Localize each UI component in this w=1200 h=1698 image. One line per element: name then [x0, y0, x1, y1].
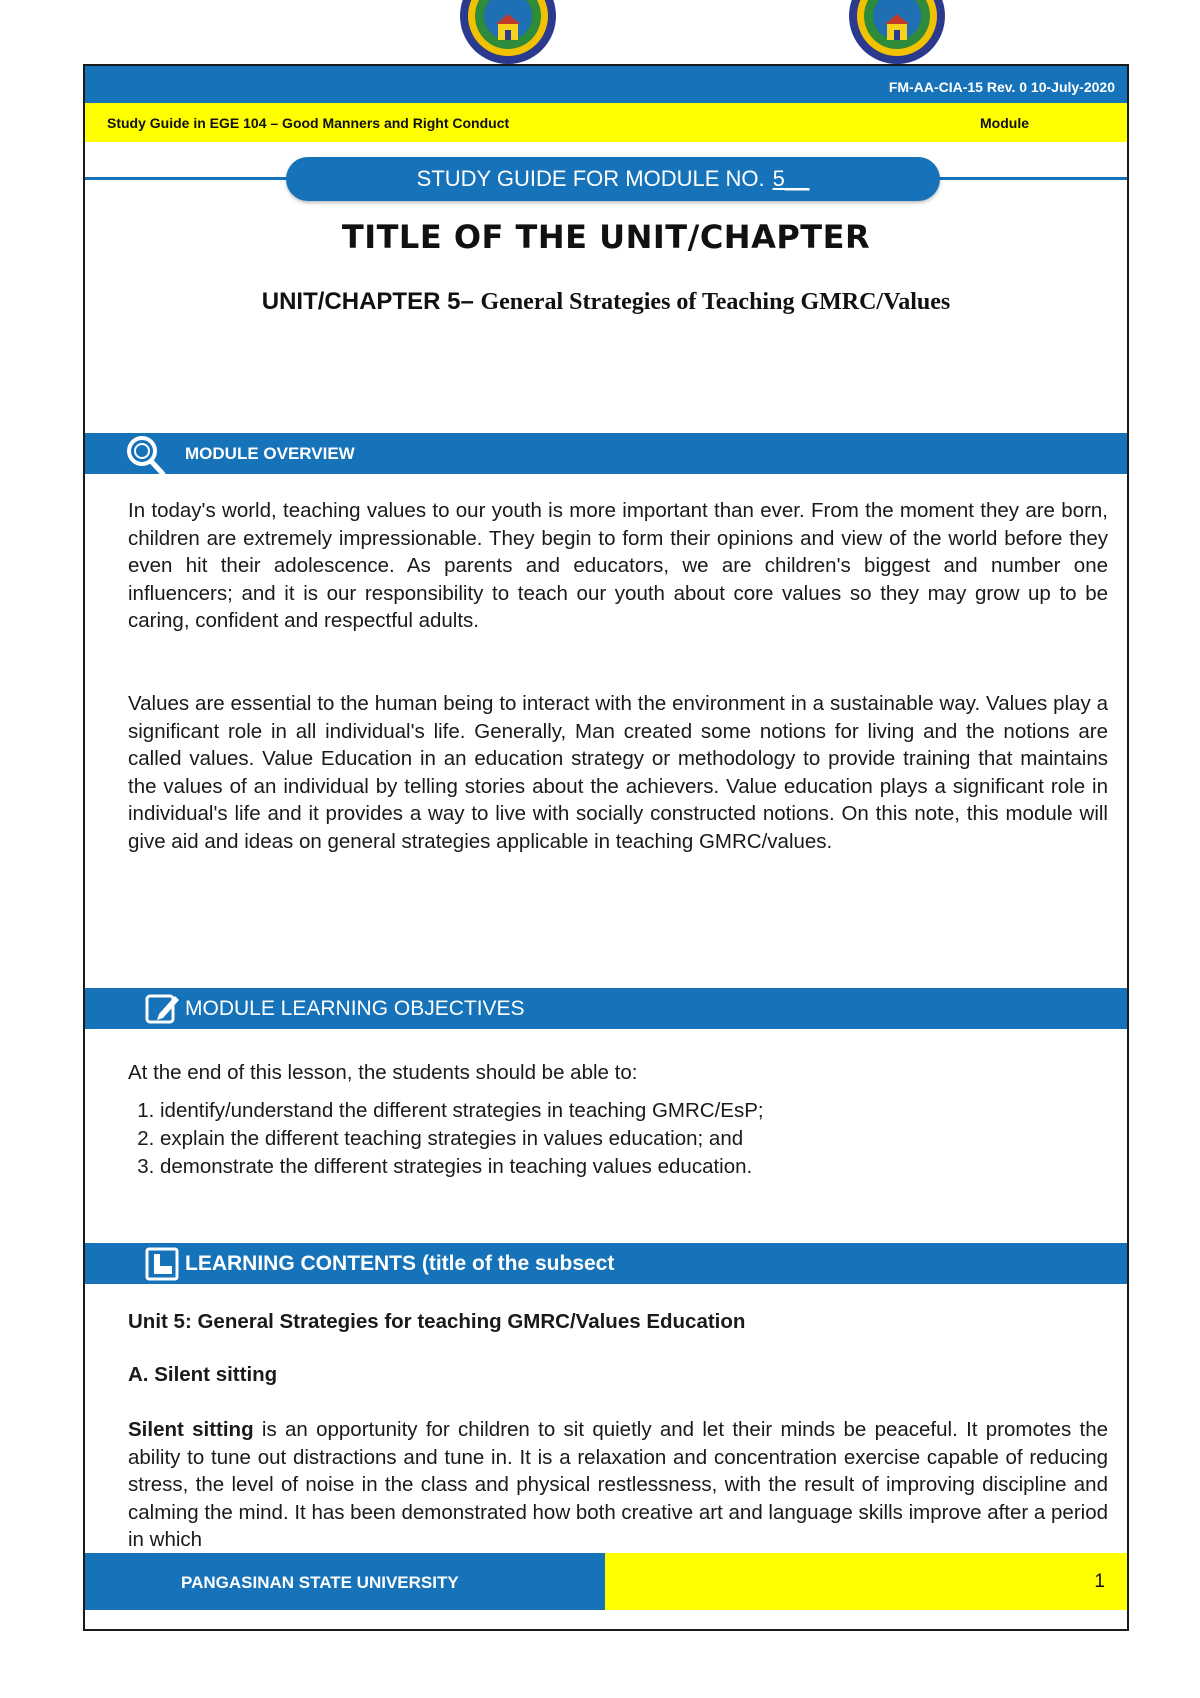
university-seal-left	[458, 0, 558, 66]
study-guide-label: STUDY GUIDE FOR MODULE NO.	[416, 166, 765, 191]
footer-university	[85, 1553, 605, 1610]
page-title: TITLE OF THE UNIT/CHAPTER	[341, 218, 871, 256]
unit-name: General Strategies of Teaching GMRC/Values	[480, 289, 951, 315]
unit-prefix: UNIT/CHAPTER 5–	[261, 288, 474, 315]
objectives-list	[128, 1097, 764, 1181]
term-silent-sitting: Silent sitting	[128, 1418, 254, 1441]
university-seal-right	[847, 0, 947, 66]
objective-item: 1. identify/understand the different strategies in teaching GMRC/EsP;	[160, 1097, 764, 1125]
module-label: Module	[980, 115, 1029, 131]
section-label: MODULE LEARNING OBJECTIVES	[185, 997, 525, 1020]
header-bar	[85, 66, 1127, 103]
university-seal-icon	[847, 0, 947, 66]
document-icon	[145, 1247, 179, 1281]
subheading: A. Silent sitting	[128, 1363, 278, 1386]
section-overview-header	[85, 433, 1127, 474]
paragraph-text: is an opportunity for children to sit quietly and let their minds be peaceful. It promotes the ability to tune out distractions and tune in. It is a relaxation and concentration exercise capable of reducing stress, the level of noise in the class and physical restlessness, with the result of improving discipline and calming the mind. It has been demonstrated how both creative art and language skills improve after a period in which	[128, 1418, 1108, 1552]
objective-item: 3. demonstrate the different strategies in teaching values education.	[160, 1153, 764, 1181]
course-bar	[85, 103, 1127, 142]
footer-page	[605, 1553, 1127, 1610]
guide-title: Study Guide in EGE 104 – Good Manners and Right Conduct	[107, 115, 510, 131]
content-paragraph	[128, 1416, 1108, 1554]
section-label: LEARNING CONTENTS (title of the subsect	[185, 1252, 615, 1275]
overview-paragraph: Values are essential to the human being to interact with the environment in a sustainable way. Values play a significant role in all individual's life. Generally, Man created some notions for living and the notions are called values. Value Education in an education strategy or methodology to provide training that maintains the values of an individual by telling stories about the achievers. Value education plays a significant role in individual's life and it provides a way to live with socially constructed notions. On this note, this module will give aid and ideas on general strategies applicable in teaching GMRC/values.	[128, 692, 1108, 853]
section-contents-header	[85, 1243, 1127, 1284]
magnifier-icon	[125, 434, 167, 478]
study-guide-banner	[286, 157, 940, 201]
pencil-edit-icon	[145, 992, 181, 1026]
unit-title	[85, 288, 1127, 316]
university-name: PANGASINAN STATE UNIVERSITY	[181, 1573, 459, 1592]
page-number: 1	[1094, 1571, 1105, 1592]
section-label: MODULE OVERVIEW	[185, 444, 355, 463]
unit-heading: Unit 5: General Strategies for teaching GMRC/Values Education	[128, 1310, 746, 1333]
university-seal-icon	[458, 0, 558, 66]
objective-item: 2. explain the different teaching strategies in values education; and	[160, 1125, 764, 1153]
module-number-blank: __	[784, 166, 810, 191]
form-code: FM-AA-CIA-15 Rev. 0 10-July-2020	[888, 79, 1115, 95]
section-objectives-header	[85, 988, 1127, 1029]
objectives-intro: At the end of this lesson, the students should be able to:	[128, 1061, 638, 1084]
module-number: 5	[772, 166, 785, 191]
overview-paragraph: In today's world, teaching values to our youth is more important than ever. From the moment they are born, children are extremely impressionable. They begin to form their opinions and view of the world before they even hit their adolescence. As parents and educators, we are children's biggest and number one influencers; and it is our responsibility to teach our youth about core values so they may grow up to be caring, confident and respectful adults.	[128, 499, 1108, 633]
